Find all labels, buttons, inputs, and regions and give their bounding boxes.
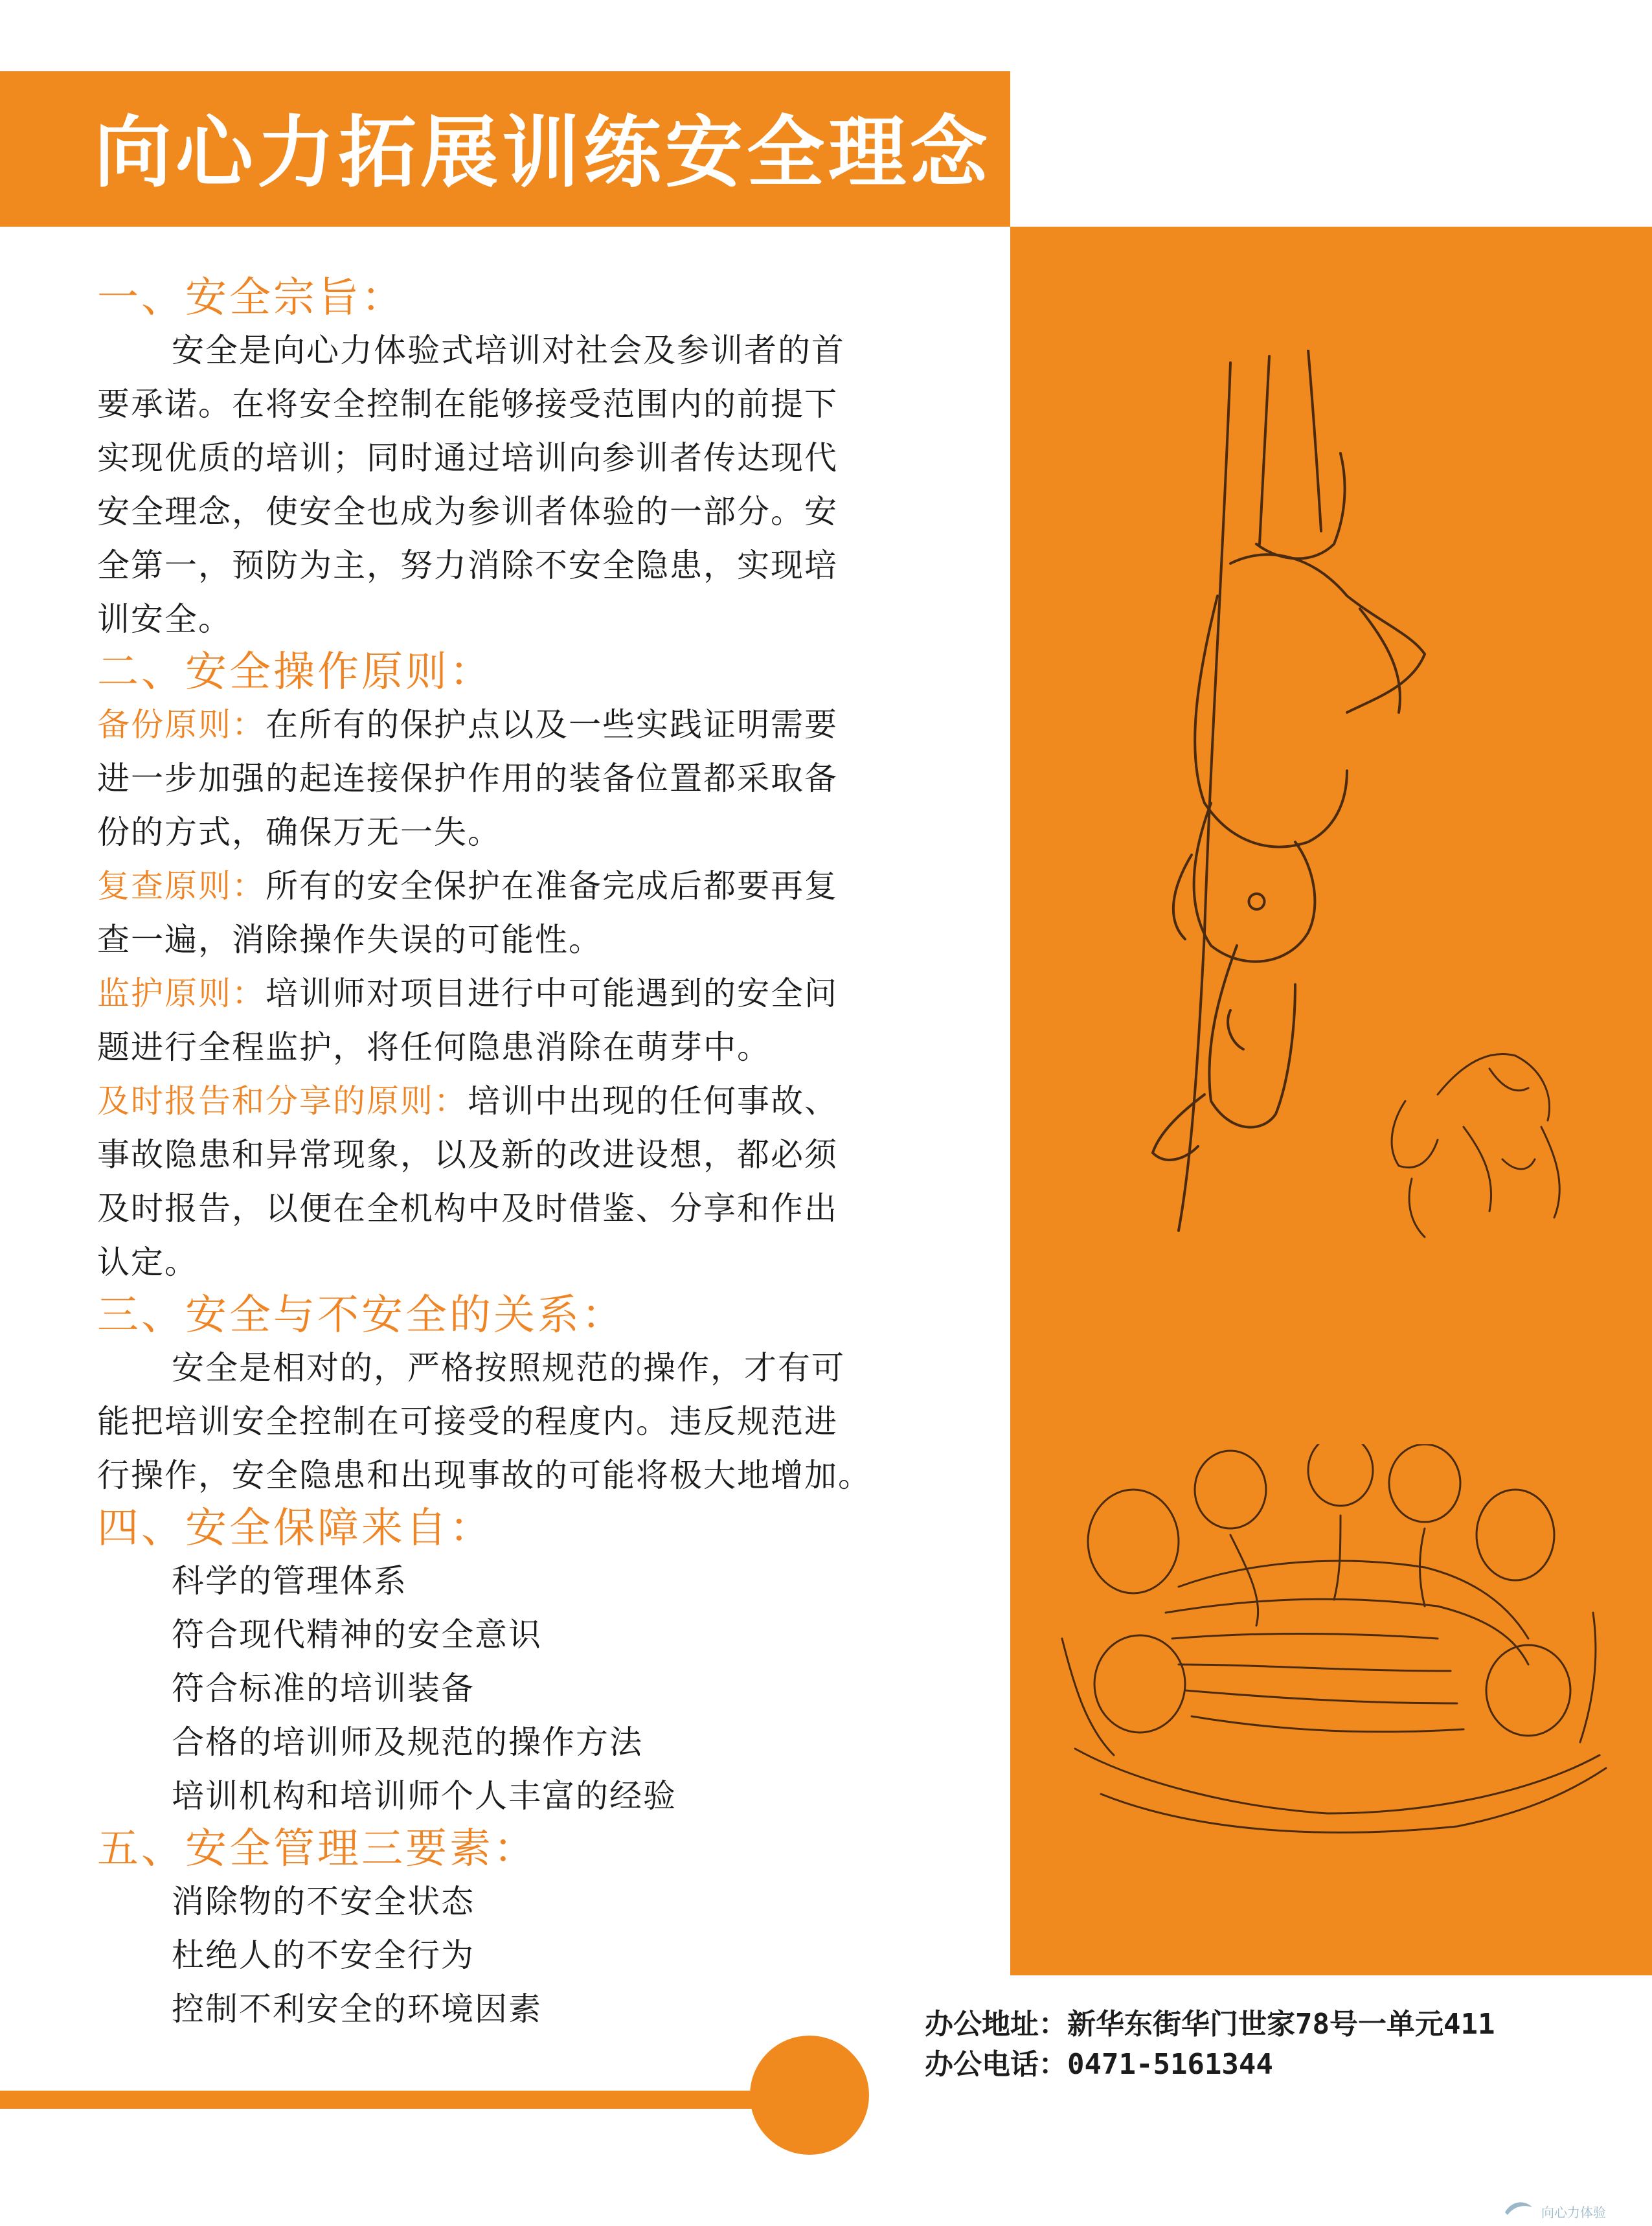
list-item: 杜绝人的不安全行为: [172, 1936, 475, 1974]
recheck-principle-line: [97, 859, 939, 913]
report-principle-line: 及时报告，以便在全机构中及时借鉴、分享和作出: [97, 1190, 838, 1227]
recheck-principle-label: 复查原则：: [97, 867, 266, 905]
list-item: 科学的管理体系: [172, 1562, 407, 1600]
list-item: 消除物的不安全状态: [172, 1883, 475, 1920]
section1-line: 训安全。: [97, 600, 232, 638]
bottom-bar: [0, 2091, 809, 2109]
report-principle-line: [97, 1074, 939, 1128]
backup-principle-line: [97, 698, 939, 752]
list-item: 培训机构和培训师个人丰富的经验: [172, 1777, 677, 1815]
list-item: 合格的培训师及规范的操作方法: [172, 1723, 643, 1761]
list-item: 控制不利安全的环境因素: [172, 1990, 542, 2028]
backup-principle-text: 在所有的保护点以及一些实践证明需要: [266, 706, 838, 744]
section1-line: 全第一，预防为主，努力消除不安全隐患，实现培: [97, 547, 838, 584]
section1-line: 安全是向心力体验式培训对社会及参训者的首: [172, 332, 845, 369]
climber-sketch: [1101, 350, 1632, 1244]
section1-line: 安全理念，使安全也成为参训者体验的一部分。安: [97, 493, 838, 530]
section3-line: 行操作，安全隐患和出现事故的可能将极大地增加。: [97, 1457, 872, 1494]
backup-principle-line: 份的方式，确保万无一失。: [97, 813, 501, 851]
list-item: 符合现代精神的安全意识: [172, 1616, 542, 1653]
section1-line: 实现优质的培训；同时通过培训向参训者传达现代: [97, 439, 838, 477]
section-heading-4: 四、安全保障来自：: [97, 1505, 493, 1552]
monitor-principle-label: 监护原则：: [97, 975, 266, 1012]
report-principle-line: 事故隐患和异常现象，以及新的改进设想，都必须: [97, 1136, 838, 1174]
content-column: [97, 272, 939, 2036]
section-heading-1: 一、安全宗旨：: [97, 274, 405, 322]
monitor-principle-line: 题进行全程监护，将任何隐患消除在萌芽中。: [97, 1028, 771, 1066]
office-phone: 办公电话：0471-5161344: [925, 2048, 1273, 2081]
report-principle-text: 培训中出现的任何事故、: [468, 1082, 838, 1120]
backup-principle-line: 进一步加强的起连接保护作用的装备位置都采取备: [97, 760, 838, 797]
watermark-logo-icon: [1502, 2196, 1535, 2219]
contact-block: [925, 2005, 1495, 2085]
section-heading-5: 五、安全管理三要素：: [97, 1825, 537, 1873]
office-address: 办公地址：新华东街华门世家78号一单元411: [925, 2008, 1495, 2041]
report-principle-label: 及时报告和分享的原则：: [97, 1082, 468, 1120]
section-heading-3: 三、安全与不安全的关系：: [97, 1291, 626, 1339]
backup-principle-label: 备份原则：: [97, 706, 266, 744]
page-title: 向心力拓展训练安全理念: [94, 108, 991, 198]
watermark-text: 向心力体验: [1541, 2205, 1606, 2220]
report-principle-line: 认定。: [97, 1244, 198, 1281]
recheck-principle-line: 查一遍，消除操作失误的可能性。: [97, 921, 602, 959]
list-item: 符合标准的培训装备: [172, 1670, 475, 1707]
section-heading-2: 二、安全操作原则：: [97, 648, 493, 696]
monitor-principle-text: 培训师对项目进行中可能遇到的安全问: [266, 975, 838, 1012]
recheck-principle-text: 所有的安全保护在准备完成后都要再复: [266, 867, 838, 905]
bottom-circle: [750, 2036, 869, 2155]
team-circle-sketch: [1036, 1444, 1619, 1846]
section1-line: 要承诺。在将安全控制在能够接受范围内的前提下: [97, 385, 838, 423]
section3-line: 能把培训安全控制在可接受的程度内。违反规范进: [97, 1403, 838, 1440]
section3-line: 安全是相对的，严格按照规范的操作，才有可: [172, 1349, 845, 1387]
monitor-principle-line: [97, 967, 939, 1021]
